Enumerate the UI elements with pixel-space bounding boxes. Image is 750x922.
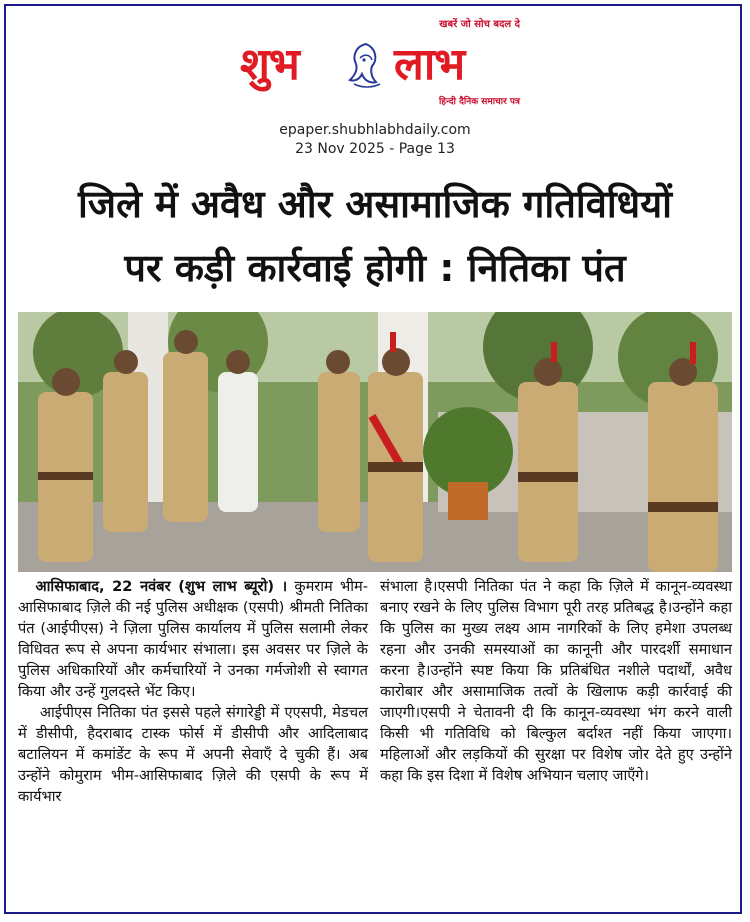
police-parade-photo bbox=[18, 312, 732, 572]
article-paragraph: आईपीएस नितिका पंत इससे पहले संगारेड्डी में एएसपी, मेडचल में डीसीपी, हैदराबाद टास्क फोर्स में डीसीपी और आदिलाबाद बटालियन में कमांडेंट के रूप में अपनी सेवाएँ दे चुकी हैं। अब उन्होंने कोमुराम भीम-आसिफाबाद ज़िले की एसपी के रूप में कार्यभार bbox=[18, 704, 368, 805]
article-paragraph: संभाला है।एसपी नितिका पंत ने कहा कि ज़िले में कानून-व्यवस्था बनाए रखने के लिए पुलिस विभाग पूरी तरह प्रतिबद्ध है।उन्होंने कहा कि पुलिस का मुख्य लक्ष्य आम नागरिकों के लिए हमेशा उपलब्ध रहना और उनकी समस्याओं का कानूनी और पारदर्शी समाधान करना है।उन्होंने स्पष्ट किया कि प्रतिबंधित नशीले पदार्थों, अवैध कारोबार और असामाजिक तत्वों के खिलाफ कड़ी कार्रवाई की जाएगी।एसपी ने चेतावनी दी कि कानून-व्यवस्था भंग करने वाली किसी भी गतिविधि को बिल्कुल बर्दाश्त नहीं किया जाएगा। महिलाओं और लड़कियों की सुरक्षा पर विशेष जोर देते हुए उन्होंने कहा कि इस दिशा में विशेष अभियान चलाए जाएँगे। bbox=[380, 578, 732, 784]
newspaper-clipping bbox=[4, 4, 742, 914]
logo-text-left: शुभ bbox=[240, 39, 299, 90]
masthead bbox=[232, 12, 530, 116]
logo-text-right: लाभ bbox=[394, 39, 465, 90]
article-dateline: आसिफाबाद, 22 नवंबर (शुभ लाभ ब्यूरो) । bbox=[35, 578, 288, 595]
article-text: कुमराम भीम-आसिफाबाद ज़िले की नई पुलिस अधीक्षक (एसपी) श्रीमती नितिका पंत (आईपीएस) ने ज़िला पुलिस कार्यालय में पुलिस सलामी लेकर विधिवत रूप से अपना कार्यभार संभाला। इस अवसर पर ज़िले के पुलिस अधिकारियों और कर्मचारियों ने उनका गर्मजोशी से स्वागत किया और उन्हें गुलदस्ते भेंट किए। bbox=[18, 578, 368, 700]
ganesh-logo-icon bbox=[344, 40, 388, 90]
photo-illustration bbox=[18, 312, 732, 572]
headline-line-1: जिले में अवैध और असामाजिक गतिविधियों bbox=[78, 182, 672, 226]
masthead-subtag: हिन्दी दैनिक समाचार पत्र bbox=[438, 97, 520, 107]
article-column-1 bbox=[18, 576, 368, 807]
headline-line-2: पर कड़ी कार्रवाई होगी : नितिका पंत bbox=[124, 246, 626, 290]
source-date: 23 Nov 2025 - Page 13 bbox=[295, 141, 455, 157]
source-site: epaper.shubhlabhdaily.com bbox=[279, 122, 471, 138]
article-paragraph bbox=[18, 576, 368, 702]
article-column-2 bbox=[380, 576, 732, 786]
masthead-tagline: खबरें जो सोच बदल दे bbox=[439, 19, 520, 30]
